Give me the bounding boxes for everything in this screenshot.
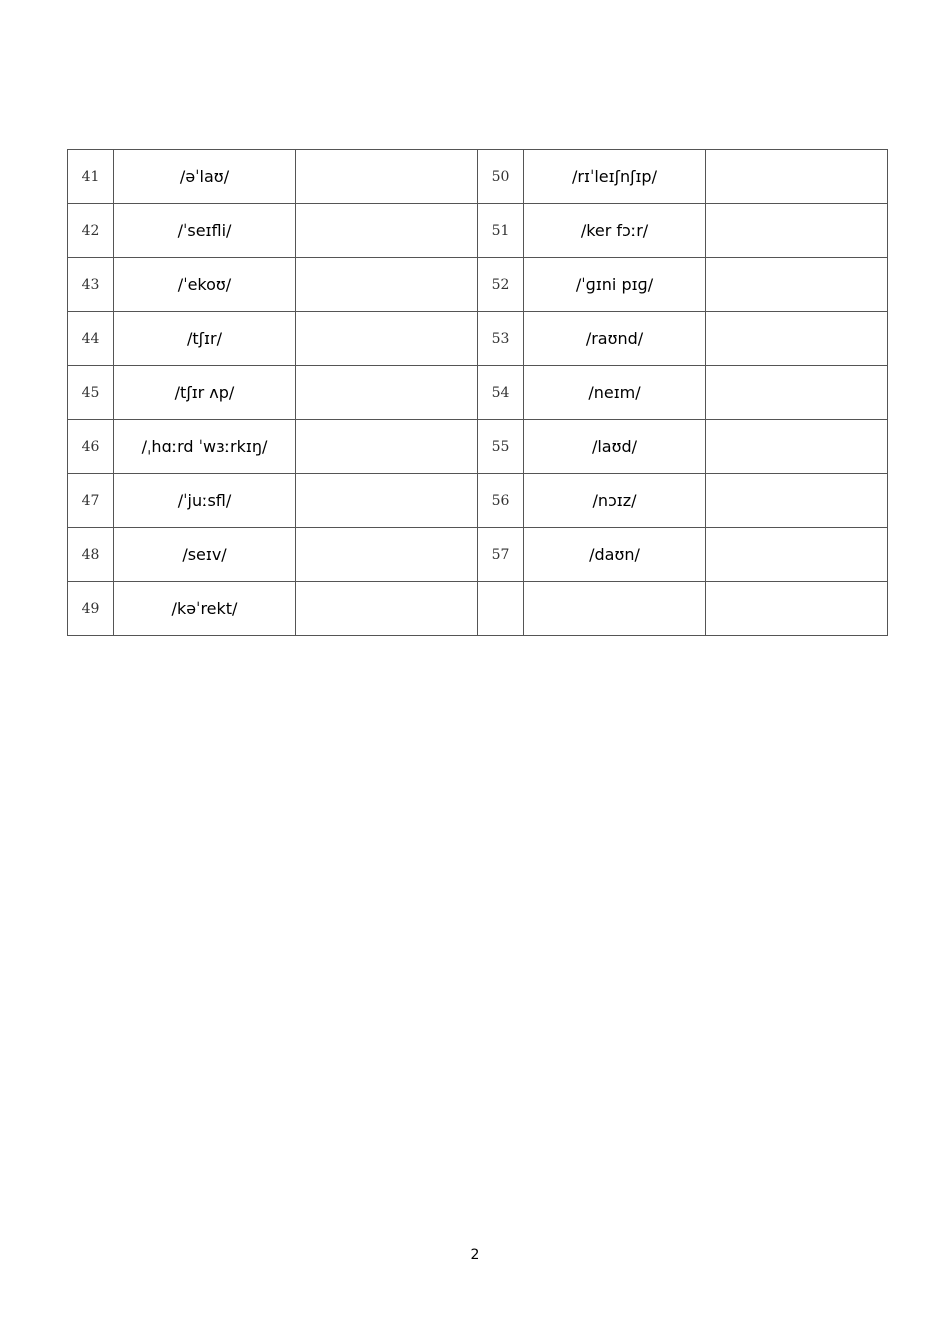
item-number: 54 — [478, 366, 524, 420]
phonetic-transcription: /nɔɪz/ — [524, 474, 706, 528]
phonetic-transcription: /rɪˈleɪʃnʃɪp/ — [524, 150, 706, 204]
item-number: 41 — [68, 150, 114, 204]
item-number: 57 — [478, 528, 524, 582]
table-row — [68, 150, 888, 204]
table-row — [68, 366, 888, 420]
item-number: 46 — [68, 420, 114, 474]
phonetic-transcription: /ˈekoʊ/ — [114, 258, 296, 312]
answer-cell[interactable] — [706, 420, 888, 474]
item-number: 45 — [68, 366, 114, 420]
phonetic-transcription: /seɪv/ — [114, 528, 296, 582]
phonetic-transcription: /ˈjuːsfl/ — [114, 474, 296, 528]
answer-cell[interactable] — [296, 312, 478, 366]
item-number: 50 — [478, 150, 524, 204]
phonetic-transcription: /laʊd/ — [524, 420, 706, 474]
item-number: 44 — [68, 312, 114, 366]
phonetic-transcription: /tʃɪr ʌp/ — [114, 366, 296, 420]
item-number: 52 — [478, 258, 524, 312]
item-number: 55 — [478, 420, 524, 474]
phonetics-table — [67, 149, 888, 636]
phonetic-transcription: /ˈseɪfli/ — [114, 204, 296, 258]
phonetic-transcription: /tʃɪr/ — [114, 312, 296, 366]
table-row — [68, 420, 888, 474]
item-number: 42 — [68, 204, 114, 258]
answer-cell[interactable] — [296, 366, 478, 420]
item-number: 43 — [68, 258, 114, 312]
item-number: 51 — [478, 204, 524, 258]
answer-cell[interactable] — [296, 528, 478, 582]
item-number — [478, 582, 524, 636]
page-number: 2 — [470, 1247, 480, 1263]
answer-cell[interactable] — [706, 258, 888, 312]
phonetic-transcription: /ˈɡɪni pɪɡ/ — [524, 258, 706, 312]
item-number: 56 — [478, 474, 524, 528]
table-row — [68, 474, 888, 528]
table-row — [68, 582, 888, 636]
phonetic-transcription: /əˈlaʊ/ — [114, 150, 296, 204]
answer-cell[interactable] — [706, 528, 888, 582]
answer-cell[interactable] — [296, 204, 478, 258]
phonetic-transcription — [524, 582, 706, 636]
answer-cell[interactable] — [706, 474, 888, 528]
answer-cell[interactable] — [296, 582, 478, 636]
phonetic-transcription: /neɪm/ — [524, 366, 706, 420]
table-row — [68, 312, 888, 366]
answer-cell[interactable] — [296, 474, 478, 528]
phonetic-transcription: /ker fɔːr/ — [524, 204, 706, 258]
answer-cell[interactable] — [296, 258, 478, 312]
phonetic-transcription: /raʊnd/ — [524, 312, 706, 366]
answer-cell[interactable] — [706, 366, 888, 420]
item-number: 48 — [68, 528, 114, 582]
item-number: 53 — [478, 312, 524, 366]
answer-cell[interactable] — [296, 420, 478, 474]
answer-cell[interactable] — [706, 582, 888, 636]
answer-cell[interactable] — [706, 204, 888, 258]
answer-cell[interactable] — [296, 150, 478, 204]
table-row — [68, 204, 888, 258]
phonetic-transcription: /kəˈrekt/ — [114, 582, 296, 636]
answer-cell[interactable] — [706, 312, 888, 366]
answer-cell[interactable] — [706, 150, 888, 204]
table-row — [68, 528, 888, 582]
table-row — [68, 258, 888, 312]
item-number: 49 — [68, 582, 114, 636]
phonetic-transcription: /ˌhɑːrd ˈwɜːrkɪŋ/ — [114, 420, 296, 474]
item-number: 47 — [68, 474, 114, 528]
phonetic-transcription: /daʊn/ — [524, 528, 706, 582]
